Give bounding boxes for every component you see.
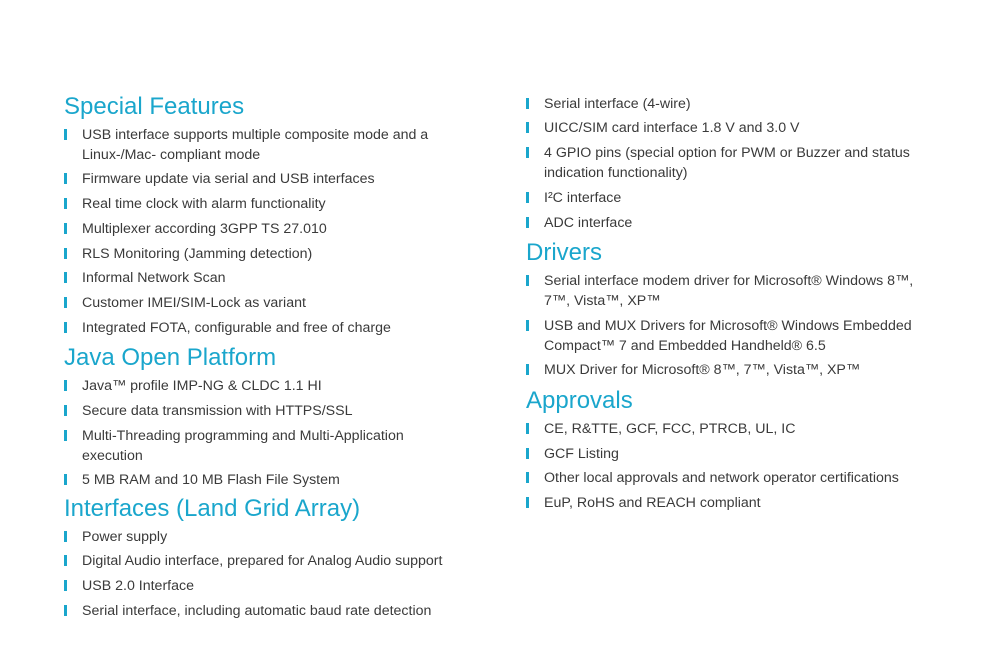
bullet-marker bbox=[64, 198, 67, 209]
bullet-marker bbox=[64, 173, 67, 184]
bullet-marker bbox=[64, 474, 67, 485]
list-item: Serial interface, including automatic baud rate detection bbox=[64, 601, 464, 621]
section-title-interfaces: Interfaces (Land Grid Array) bbox=[64, 495, 361, 522]
list-item: RLS Monitoring (Jamming detection) bbox=[64, 244, 464, 264]
bullet-marker bbox=[526, 275, 529, 286]
list-item: Customer IMEI/SIM-Lock as variant bbox=[64, 293, 464, 313]
list-item: CE, R&TTE, GCF, FCC, PTRCB, UL, IC bbox=[526, 419, 926, 439]
list-item: Serial interface (4-wire) bbox=[526, 94, 926, 114]
bullet-marker bbox=[64, 555, 67, 566]
list-item: 4 GPIO pins (special option for PWM or Buzzer and status indication functionality) bbox=[526, 143, 921, 183]
list-item: Power supply bbox=[64, 527, 464, 547]
section-title-java-open-platform: Java Open Platform bbox=[64, 344, 277, 371]
bullet-marker bbox=[526, 98, 529, 109]
section-title-drivers: Drivers bbox=[526, 239, 602, 266]
bullet-marker bbox=[526, 192, 529, 203]
bullet-marker bbox=[64, 430, 67, 441]
list-item: Integrated FOTA, configurable and free of charge bbox=[64, 318, 464, 338]
list-item: USB and MUX Drivers for Microsoft® Windows Embedded Compact™ 7 and Embedded Handheld® 6.5 bbox=[526, 316, 921, 356]
bullet-marker bbox=[526, 320, 529, 331]
list-item: Multi-Threading programming and Multi-Application execution bbox=[64, 426, 414, 466]
list-item: UICC/SIM card interface 1.8 V and 3.0 V bbox=[526, 118, 926, 138]
section-title-special-features: Special Features bbox=[64, 93, 245, 120]
list-item: Java™ profile IMP-NG & CLDC 1.1 HI bbox=[64, 376, 464, 396]
list-item: Digital Audio interface, prepared for Analog Audio support bbox=[64, 551, 464, 571]
bullet-marker bbox=[64, 605, 67, 616]
bullet-marker bbox=[64, 223, 67, 234]
bullet-marker bbox=[64, 297, 67, 308]
bullet-marker bbox=[64, 322, 67, 333]
bullet-marker bbox=[526, 497, 529, 508]
section-title-approvals: Approvals bbox=[526, 387, 633, 414]
bullet-marker bbox=[526, 472, 529, 483]
list-item: Informal Network Scan bbox=[64, 268, 464, 288]
bullet-marker bbox=[526, 122, 529, 133]
bullet-marker bbox=[64, 580, 67, 591]
list-item: Serial interface modem driver for Microsoft® Windows 8™, 7™, Vista™, XP™ bbox=[526, 271, 921, 311]
bullet-marker bbox=[64, 248, 67, 259]
bullet-marker bbox=[64, 129, 67, 140]
list-item: Other local approvals and network operator certifications bbox=[526, 468, 926, 488]
bullet-marker bbox=[64, 272, 67, 283]
bullet-marker bbox=[64, 531, 67, 542]
bullet-marker bbox=[526, 423, 529, 434]
list-item: MUX Driver for Microsoft® 8™, 7™, Vista™, XP™ bbox=[526, 360, 926, 380]
list-item: USB 2.0 Interface bbox=[64, 576, 464, 596]
list-item: Multiplexer according 3GPP TS 27.010 bbox=[64, 219, 464, 239]
bullet-marker bbox=[526, 217, 529, 228]
list-item: ADC interface bbox=[526, 213, 926, 233]
list-item: USB interface supports multiple composite mode and a Linux-/Mac- compliant mode bbox=[64, 125, 464, 165]
bullet-marker bbox=[526, 448, 529, 459]
list-item: I²C interface bbox=[526, 188, 926, 208]
bullet-marker bbox=[526, 364, 529, 375]
bullet-marker bbox=[64, 405, 67, 416]
list-item: GCF Listing bbox=[526, 444, 926, 464]
list-item: Firmware update via serial and USB interfaces bbox=[64, 169, 464, 189]
list-item: Real time clock with alarm functionality bbox=[64, 194, 464, 214]
bullet-marker bbox=[526, 147, 529, 158]
list-item: 5 MB RAM and 10 MB Flash File System bbox=[64, 470, 464, 490]
bullet-marker bbox=[64, 380, 67, 391]
list-item: Secure data transmission with HTTPS/SSL bbox=[64, 401, 464, 421]
list-item: EuP, RoHS and REACH compliant bbox=[526, 493, 926, 513]
